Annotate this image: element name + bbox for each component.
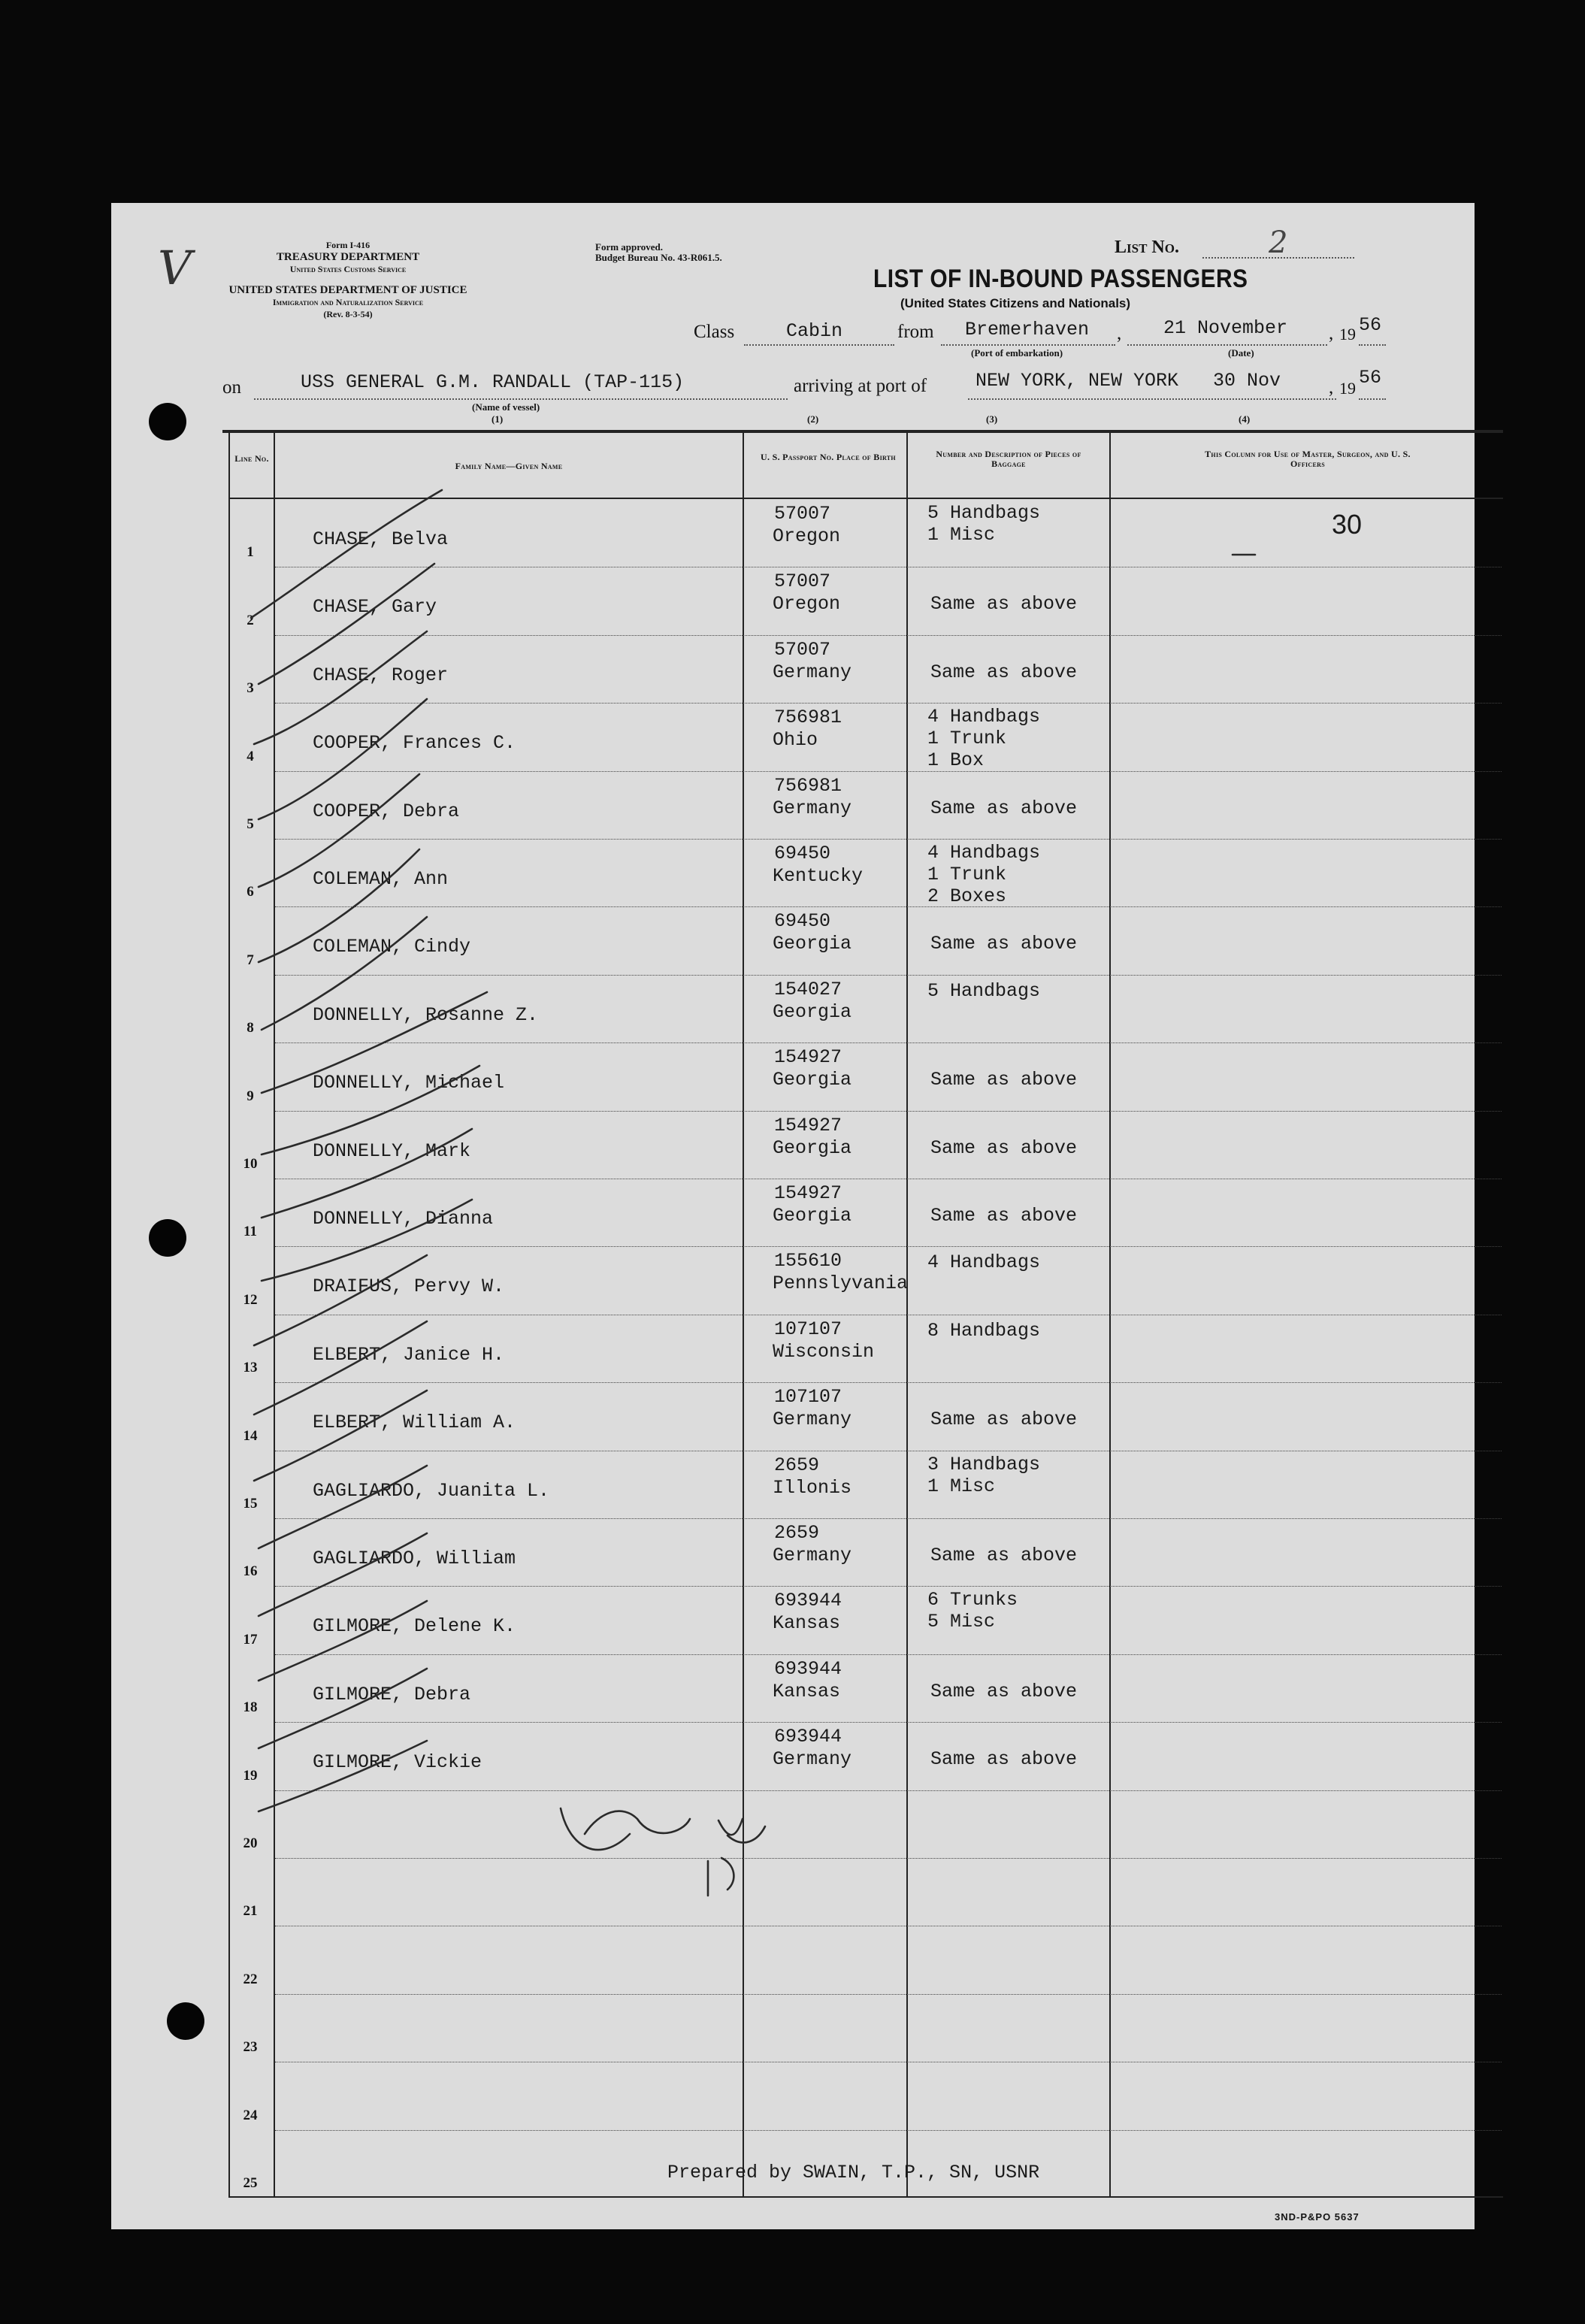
class-line bbox=[744, 344, 894, 346]
place-of-birth: Oregon bbox=[773, 525, 841, 547]
place-of-birth: Pennslyvania bbox=[773, 1272, 909, 1295]
col-num-2: (2) bbox=[807, 413, 819, 425]
baggage-description: Same as above bbox=[930, 661, 1078, 683]
place-of-birth: Germany bbox=[773, 1409, 852, 1431]
line-number: 18 bbox=[243, 1699, 258, 1716]
row-divider bbox=[275, 1994, 1502, 1995]
list-no-value: 2 bbox=[1269, 225, 1288, 260]
on-label: on bbox=[222, 377, 241, 398]
baggage-description: 3 Handbags 1 Misc bbox=[927, 1453, 1041, 1497]
justice-department: UNITED STATES DEPARTMENT OF JUSTICE bbox=[228, 284, 467, 296]
place-of-birth: Georgia bbox=[773, 1000, 852, 1023]
passenger-name: COOPER, Frances C. bbox=[313, 732, 516, 755]
budget-bureau: Budget Bureau No. 43-R061.5. bbox=[595, 252, 722, 263]
table-left-border bbox=[228, 431, 230, 2198]
arrival-year-prefix: 19 bbox=[1339, 379, 1356, 398]
page-subtitle: (United States Citizens and Nationals) bbox=[900, 296, 1131, 310]
passenger-name: GILMORE, Vickie bbox=[313, 1751, 482, 1774]
class-label: Class bbox=[694, 322, 735, 342]
year-line bbox=[1359, 344, 1386, 346]
comma-2: , bbox=[1329, 323, 1334, 343]
line-number: 25 bbox=[243, 2175, 258, 2191]
passenger-name: COLEMAN, Cindy bbox=[313, 936, 471, 958]
form-approved: Form approved. bbox=[595, 241, 664, 253]
year-value: 56 bbox=[1359, 314, 1382, 336]
place-of-birth: Kansas bbox=[773, 1680, 841, 1702]
baggage-description: Same as above bbox=[930, 1205, 1078, 1227]
date-value: 21 November bbox=[1163, 317, 1288, 339]
form-number: Form I-416 bbox=[325, 240, 371, 250]
passenger-name: DONNELLY, Rosanne Z. bbox=[313, 1003, 539, 1026]
line-number: 9 bbox=[247, 1088, 254, 1104]
line-number: 4 bbox=[247, 748, 254, 764]
baggage-description: Same as above bbox=[930, 593, 1078, 616]
row-divider bbox=[275, 1382, 1502, 1383]
ins-service: Immigration and Naturalization Service bbox=[272, 297, 424, 307]
date-line bbox=[1127, 344, 1327, 346]
form-sheet bbox=[111, 203, 1475, 2229]
arrival-port: NEW YORK, NEW YORK bbox=[976, 370, 1179, 392]
passenger-name: CHASE, Belva bbox=[313, 528, 449, 550]
passport-number: 154927 bbox=[774, 1182, 842, 1204]
passenger-name: GAGLIARDO, Juanita L. bbox=[313, 1479, 550, 1502]
line-number: 11 bbox=[243, 1224, 257, 1240]
baggage-description: 5 Handbags 1 Misc bbox=[927, 502, 1041, 546]
arriving-label: arriving at port of bbox=[794, 376, 927, 396]
print-code: 3ND-P&PO 5637 bbox=[1275, 2211, 1360, 2223]
place-of-birth: Germany bbox=[773, 1545, 852, 1566]
row-divider bbox=[275, 1586, 1502, 1587]
place-of-birth: Germany bbox=[773, 661, 852, 683]
row-divider bbox=[275, 1722, 1502, 1723]
row-divider bbox=[275, 1246, 1502, 1247]
passport-number: 154927 bbox=[774, 1114, 842, 1136]
passenger-name: DONNELLY, Mark bbox=[313, 1139, 471, 1162]
passport-number: 2659 bbox=[774, 1454, 820, 1476]
margin-note: V bbox=[158, 241, 192, 295]
line-number: 12 bbox=[243, 1291, 258, 1308]
line-number: 6 bbox=[247, 884, 254, 900]
col-num-1: (1) bbox=[492, 413, 504, 425]
passenger-name: COLEMAN, Ann bbox=[313, 868, 449, 890]
from-label: from bbox=[897, 322, 934, 342]
baggage-description: Same as above bbox=[930, 1545, 1078, 1566]
line-number: 14 bbox=[243, 1427, 258, 1444]
passenger-name: COOPER, Debra bbox=[313, 800, 460, 822]
page-title: LIST OF IN-BOUND PASSENGERS bbox=[873, 265, 1248, 293]
from-line bbox=[941, 344, 1115, 346]
treasury-department: TREASURY DEPARTMENT bbox=[276, 251, 420, 263]
agency-block bbox=[220, 239, 476, 275]
passenger-name: DONNELLY, Dianna bbox=[313, 1208, 494, 1230]
place-of-birth: Wisconsin bbox=[773, 1340, 875, 1363]
comma-1: , bbox=[1117, 323, 1122, 343]
place-of-birth: Georgia bbox=[773, 933, 852, 955]
line-number: 21 bbox=[243, 1903, 258, 1920]
vessel-name: USS GENERAL G.M. RANDALL (TAP-115) bbox=[301, 371, 685, 393]
line-number: 1 bbox=[247, 544, 254, 561]
customs-service: United States Customs Service bbox=[289, 264, 407, 274]
passenger-name: DONNELLY, Michael bbox=[313, 1072, 505, 1094]
date-caption: (Date) bbox=[1228, 347, 1254, 359]
passport-number: 693944 bbox=[774, 1726, 842, 1748]
line-number: 24 bbox=[243, 2107, 258, 2123]
officer-note: 30 bbox=[1332, 509, 1363, 540]
place-of-birth: Ohio bbox=[773, 729, 818, 752]
passport-number: 107107 bbox=[774, 1318, 842, 1340]
baggage-description: 4 Handbags 1 Trunk 1 Box bbox=[927, 706, 1041, 772]
line-number: 7 bbox=[247, 952, 254, 968]
line-number: 3 bbox=[247, 680, 254, 697]
baggage-description: Same as above bbox=[930, 797, 1078, 819]
place-of-birth: Germany bbox=[773, 1748, 852, 1771]
row-divider bbox=[275, 975, 1502, 976]
vessel-caption: (Name of vessel) bbox=[472, 401, 540, 413]
place-of-birth: Kentucky bbox=[773, 865, 864, 887]
place-of-birth: Georgia bbox=[773, 1136, 852, 1159]
line-number: 16 bbox=[243, 1563, 258, 1580]
vessel-line bbox=[254, 398, 788, 400]
binder-hole-middle bbox=[149, 1219, 186, 1257]
baggage-description: Same as above bbox=[930, 1136, 1078, 1159]
passport-number: 756981 bbox=[774, 707, 842, 729]
binder-hole-bottom bbox=[167, 2002, 204, 2040]
baggage-description: 4 Handbags 1 Trunk 2 Boxes bbox=[927, 842, 1041, 907]
line-number: 8 bbox=[247, 1020, 254, 1036]
port-caption: (Port of embarkation) bbox=[971, 347, 1063, 359]
passport-number: 154027 bbox=[774, 978, 842, 1000]
passenger-name: ELBERT, Janice H. bbox=[313, 1343, 505, 1366]
passport-number: 107107 bbox=[774, 1386, 842, 1409]
arrival-line bbox=[968, 398, 1336, 400]
col-header-line-no: Line No. bbox=[234, 453, 269, 464]
row-divider bbox=[275, 1042, 1502, 1043]
baggage-description: 8 Handbags bbox=[927, 1319, 1041, 1342]
row-divider bbox=[275, 2130, 1502, 2131]
col-num-3: (3) bbox=[986, 413, 998, 425]
arrival-date: 30 Nov bbox=[1213, 370, 1281, 392]
line-number: 13 bbox=[243, 1360, 258, 1376]
header-bottom-border bbox=[230, 498, 1503, 499]
passport-number: 57007 bbox=[774, 638, 831, 661]
place-of-birth: Germany bbox=[773, 797, 852, 819]
baggage-description: Same as above bbox=[930, 1680, 1078, 1702]
from-value: Bremerhaven bbox=[965, 319, 1090, 340]
passport-number: 693944 bbox=[774, 1590, 842, 1612]
passenger-name: GILMORE, Delene K. bbox=[313, 1615, 516, 1638]
line-number: 20 bbox=[243, 1835, 258, 1851]
list-no-label: List No. bbox=[1115, 238, 1179, 257]
passport-number: 57007 bbox=[774, 570, 831, 593]
place-of-birth: Illonis bbox=[773, 1476, 852, 1499]
arrival-year: 56 bbox=[1359, 367, 1382, 389]
passenger-name: CHASE, Gary bbox=[313, 596, 437, 619]
row-divider bbox=[275, 1858, 1502, 1859]
baggage-description: Same as above bbox=[930, 1409, 1078, 1431]
baggage-description: Same as above bbox=[930, 1069, 1078, 1091]
justice-block bbox=[218, 284, 478, 320]
line-number: 23 bbox=[243, 2039, 258, 2056]
year-prefix: 19 bbox=[1339, 325, 1356, 343]
row-divider bbox=[275, 771, 1502, 772]
class-value: Cabin bbox=[786, 320, 843, 342]
passport-number: 57007 bbox=[774, 503, 831, 525]
line-number: 10 bbox=[243, 1156, 258, 1172]
row-divider bbox=[275, 839, 1502, 840]
row-divider bbox=[275, 635, 1502, 636]
row-divider bbox=[275, 906, 1502, 907]
col-header-name: Family Name—Given Name bbox=[455, 461, 563, 471]
passenger-name: CHASE, Roger bbox=[313, 664, 449, 686]
passport-number: 2659 bbox=[774, 1522, 820, 1544]
row-divider bbox=[275, 1518, 1502, 1519]
row-divider bbox=[275, 1111, 1502, 1112]
passport-number: 154927 bbox=[774, 1046, 842, 1069]
form-approved-block bbox=[595, 242, 722, 263]
passport-number: 69450 bbox=[774, 843, 831, 864]
row-divider bbox=[275, 1790, 1502, 1791]
line-number: 19 bbox=[243, 1767, 258, 1784]
col-header-passport: U. S. Passport No. Place of Birth bbox=[761, 452, 896, 462]
place-of-birth: Georgia bbox=[773, 1069, 852, 1091]
passport-number: 756981 bbox=[774, 774, 842, 797]
passenger-name: ELBERT, William A. bbox=[313, 1412, 516, 1434]
prepared-by: Prepared by SWAIN, T.P., SN, USNR bbox=[667, 2162, 1040, 2183]
col-num-4: (4) bbox=[1239, 413, 1251, 425]
passport-number: 69450 bbox=[774, 910, 831, 933]
table-top-border bbox=[222, 430, 1503, 433]
passport-number: 693944 bbox=[774, 1657, 842, 1680]
line-number: 22 bbox=[243, 1971, 258, 1987]
place-of-birth: Kansas bbox=[773, 1612, 841, 1635]
baggage-description: 4 Handbags bbox=[927, 1251, 1041, 1274]
row-divider bbox=[275, 703, 1502, 704]
baggage-description: Same as above bbox=[930, 933, 1078, 955]
place-of-birth: Oregon bbox=[773, 593, 841, 616]
passport-number: 155610 bbox=[774, 1250, 842, 1272]
line-number: 15 bbox=[243, 1496, 258, 1512]
row-divider bbox=[275, 1654, 1502, 1655]
baggage-description: Same as above bbox=[930, 1748, 1078, 1771]
passenger-name: DRAIFUS, Pervy W. bbox=[313, 1275, 505, 1298]
baggage-description: 5 Handbags bbox=[927, 979, 1041, 1002]
binder-hole-top bbox=[149, 403, 186, 440]
revision-date: (Rev. 8-3-54) bbox=[323, 309, 373, 319]
col-header-baggage: Number and Description of Pieces of Baggage bbox=[936, 449, 1081, 469]
place-of-birth: Georgia bbox=[773, 1205, 852, 1227]
passenger-name: GAGLIARDO, William bbox=[313, 1548, 516, 1569]
col-header-officers: This Column for Use of Master, Surgeon, and U. S. Officers bbox=[1205, 449, 1411, 469]
baggage-description: 6 Trunks 5 Misc bbox=[927, 1589, 1018, 1633]
table-bottom-border bbox=[230, 2196, 1503, 2198]
comma-3: , bbox=[1329, 377, 1334, 398]
arrival-year-line bbox=[1359, 398, 1386, 400]
passenger-name: GILMORE, Debra bbox=[313, 1683, 471, 1705]
line-number: 5 bbox=[247, 816, 254, 832]
line-number: 2 bbox=[247, 612, 254, 628]
line-number: 17 bbox=[243, 1631, 258, 1648]
